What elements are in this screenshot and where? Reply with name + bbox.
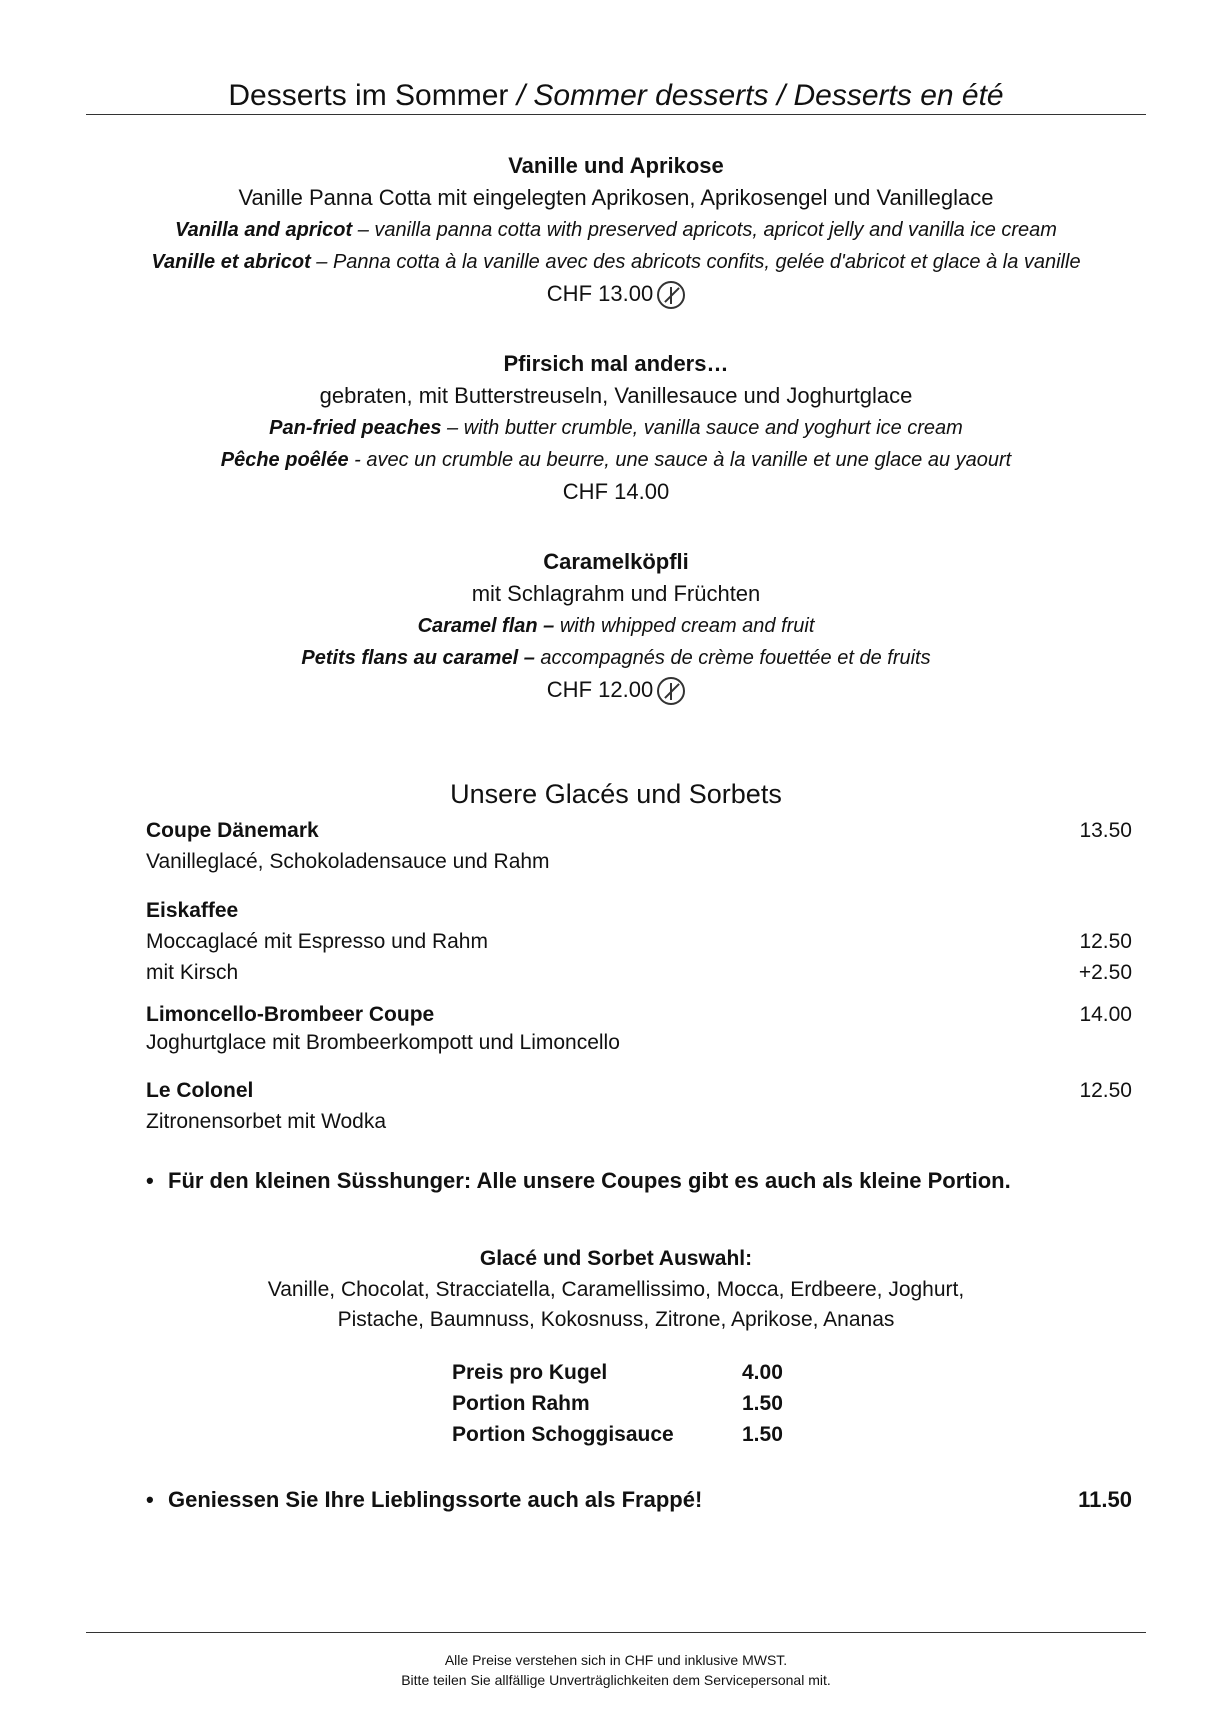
footer-line-2: Bitte teilen Sie allfällige Unverträglichkeiten dem Servicepersonal mit. — [401, 1672, 831, 1688]
title-de: Desserts im Sommer — [228, 79, 509, 112]
menu-item-name: Coupe Dänemark — [146, 819, 319, 842]
title-sep-2: / — [768, 79, 794, 112]
selection-title: Glacé und Sorbet Auswahl: — [479, 1247, 753, 1270]
title-en: Sommer desserts — [533, 79, 769, 112]
dessert-description-en: Vanilla and apricot – vanilla panna cotta with preserved apricots, apricot jelly and vanilla ice cream — [175, 219, 1057, 241]
price-value: 1.50 — [742, 1423, 783, 1446]
menu-item-price: 13.50 — [1079, 819, 1132, 842]
menu-item-description: Joghurtglace mit Brombeerkompott und Limoncello — [146, 1031, 620, 1054]
dessert-price: CHF 14.00 — [562, 479, 670, 504]
section-title: Unsere Glacés und Sorbets — [450, 779, 782, 809]
price-row — [452, 1419, 812, 1450]
footer-line-1: Alle Preise verstehen sich in CHF und inklusive MWST. — [444, 1652, 788, 1668]
dessert-price-row — [86, 674, 1146, 706]
dessert-item — [86, 150, 1146, 310]
footer-divider — [86, 1632, 1146, 1633]
title-fr: Desserts en été — [793, 79, 1004, 112]
dessert-name: Caramelköpfli — [543, 549, 689, 574]
menu-item-name: Le Colonel — [146, 1079, 254, 1102]
dessert-item — [86, 348, 1146, 508]
price-label: Preis pro Kugel — [452, 1361, 608, 1384]
dessert-item — [86, 546, 1146, 706]
price-value: 4.00 — [742, 1361, 783, 1384]
gluten-free-icon — [657, 677, 685, 705]
dessert-name-en: Caramel flan – — [417, 615, 555, 637]
dessert-description-fr: Vanille et abricot – Panna cotta à la vanille avec des abricots confits, gelée d'abricot et glace à la vanille — [151, 251, 1081, 273]
dessert-name: Vanille und Aprikose — [508, 153, 724, 178]
menu-item-name: Eiskaffee — [146, 899, 239, 922]
price-row — [452, 1357, 812, 1388]
bullet-note-text: Für den kleinen Süsshunger: Alle unsere Coupes gibt es auch als kleine Portion. — [168, 1168, 1011, 1193]
dessert-name-en: Vanilla and apricot — [175, 219, 353, 241]
dessert-name-fr: Petits flans au caramel – — [301, 647, 535, 669]
dessert-price: CHF 13.00 — [546, 281, 654, 306]
menu-item-extra-price: +2.50 — [1078, 961, 1132, 984]
menu-item-description: Vanilleglacé, Schokoladensauce und Rahm — [146, 850, 550, 873]
price-value: 1.50 — [742, 1392, 783, 1415]
frappe-price: 11.50 — [1078, 1487, 1132, 1512]
selection-flavors-line-2: Pistache, Baumnuss, Kokosnuss, Zitrone, Aprikose, Ananas — [337, 1308, 895, 1331]
title-sep-1: / — [508, 79, 534, 112]
bullet-icon: • — [146, 1487, 154, 1512]
dessert-price-row — [86, 278, 1146, 310]
dessert-description-fr: Petits flans au caramel – accompagnés de crème fouettée et de fruits — [301, 647, 931, 669]
menu-item-description: Zitronensorbet mit Wodka — [146, 1110, 387, 1133]
dessert-name-fr: Pêche poêlée — [220, 449, 349, 471]
price-label: Portion Schoggisauce — [452, 1423, 674, 1446]
menu-item-price: 14.00 — [1079, 1003, 1132, 1026]
dessert-name-en: Pan-fried peaches — [269, 417, 442, 439]
frappe-text: Geniessen Sie Ihre Lieblingssorte auch als Frappé! — [168, 1487, 703, 1512]
header-divider — [86, 114, 1146, 115]
menu-item-price: 12.50 — [1079, 930, 1132, 953]
menu-item-extra: mit Kirsch — [146, 961, 239, 984]
page-title — [86, 76, 1146, 116]
gluten-free-icon — [657, 281, 685, 309]
dessert-name: Pfirsich mal anders… — [503, 351, 729, 376]
menu-item-description: Moccaglacé mit Espresso und Rahm — [146, 930, 488, 953]
bullet-icon: • — [146, 1168, 154, 1193]
menu-item-name: Limoncello-Brombeer Coupe — [146, 1003, 435, 1026]
price-table — [452, 1357, 812, 1450]
dessert-description-de: mit Schlagrahm und Früchten — [471, 581, 761, 606]
selection-flavors-line-1: Vanille, Chocolat, Stracciatella, Caramellissimo, Mocca, Erdbeere, Joghurt, — [267, 1278, 965, 1301]
dessert-description-en: Pan-fried peaches – with butter crumble, vanilla sauce and yoghurt ice cream — [269, 417, 963, 439]
dessert-description-de: gebraten, mit Butterstreuseln, Vanillesauce und Joghurtglace — [319, 383, 913, 408]
dessert-description-fr: Pêche poêlée - avec un crumble au beurre, une sauce à la vanille et une glace au yaourt — [220, 449, 1012, 471]
price-label: Portion Rahm — [452, 1392, 590, 1415]
dessert-description-en: Caramel flan – with whipped cream and fruit — [417, 615, 815, 637]
price-row — [452, 1388, 812, 1419]
dessert-name-fr: Vanille et abricot — [151, 251, 311, 273]
dessert-price: CHF 12.00 — [546, 677, 654, 702]
menu-item-price: 12.50 — [1079, 1079, 1132, 1102]
dessert-description-de: Vanille Panna Cotta mit eingelegten Aprikosen, Aprikosengel und Vanilleglace — [238, 185, 994, 210]
